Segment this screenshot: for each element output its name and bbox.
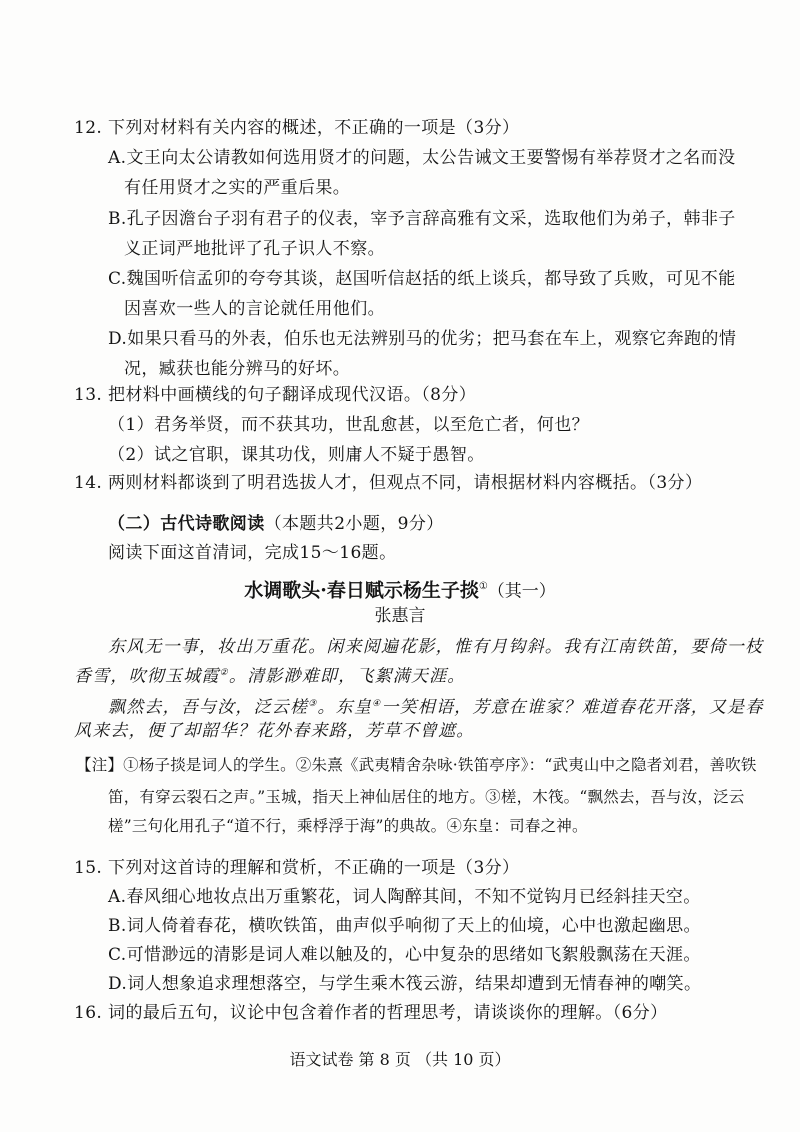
q12-option-a-line1: A.文王向太公请教如何选用贤才的问题，太公告诫文王要警惕有举荐贤才之名而没: [108, 148, 736, 168]
section-heading-title: （二）古代诗歌阅读: [108, 514, 265, 534]
q14-stem: 14. 两则材料都谈到了明君选拔人才，但观点不同，请根据材料内容概括。（3分）: [74, 473, 703, 493]
q15-option-a: A.春风细心地妆点出万重繁花，词人陶醉其间，不知不觉钩月已经斜挂天空。: [108, 887, 701, 907]
poem-line-2: [74, 662, 466, 688]
poem-footnote-2: ②: [219, 668, 229, 678]
poem-line-3: [108, 693, 764, 719]
q15-option-b: B.词人倚着春花，横吹铁笛，曲声似乎响彻了天上的仙境，心中也激起幽思。: [108, 916, 701, 936]
poem-line-3-b: 。东皇: [317, 697, 373, 718]
section-heading: [108, 513, 444, 535]
q13-stem: 13. 把材料中画横线的句子翻译成现代汉语。（8分）: [74, 385, 477, 405]
poem-author: 张惠言: [374, 606, 426, 626]
q12-option-c-line1: C.魏国听信孟卯的夸夸其谈，赵国听信赵括的纸上谈兵，都导致了兵败，可见不能: [108, 269, 736, 289]
q12-stem: 12. 下列对材料有关内容的概述，不正确的一项是（3分）: [74, 118, 520, 138]
q12-option-d-line1: D.如果只看马的外表，伯乐也无法辨别马的优劣；把马套在车上，观察它奔跑的情: [108, 329, 737, 349]
poem-title-footnote: ①: [478, 581, 488, 592]
poem-footnote-3: ③: [308, 699, 318, 709]
notes-line-3: 槎”三句化用孔子“道不行，乘桴浮于海”的典故。④东皇：司春之神。: [108, 817, 588, 835]
poem-line-2-b: 。清影渺难即，飞絮满天涯。: [228, 666, 466, 687]
poem-title-suffix: （其一）: [487, 581, 556, 602]
q13-sentence-2: （2）试之官职，课其功伐，则庸人不疑于愚智。: [108, 445, 485, 465]
q15-option-c: C.可惜渺远的清影是词人难以触及的，心中复杂的思绪如飞絮般飘荡在天涯。: [108, 945, 701, 965]
poem-footnote-4: ④: [372, 699, 382, 709]
q12-option-d-line2: 况，臧获也能分辨马的好坏。: [124, 359, 351, 379]
q12-option-a-line2: 有任用贤才之实的严重后果。: [124, 178, 351, 198]
poem-title-text: 水调歌头·春日赋示杨生子掞: [244, 579, 479, 602]
q12-option-b-line2: 义正词严地批评了孔子识人不察。: [124, 239, 385, 259]
page-footer: 语文试卷 第 8 页 （共 10 页）: [289, 1050, 511, 1069]
q15-stem: 15. 下列对这首诗的理解和赏析，不正确的一项是（3分）: [74, 858, 520, 878]
q12-option-b-line1: B.孔子因澹台子羽有君子的仪表，宰予言辞高雅有文采，选取他们为弟子，韩非子: [108, 209, 736, 229]
poem-line-2-a: 香雪，吹彻玉城霞: [74, 666, 220, 687]
q16-stem: 16. 词的最后五句，议论中包含着作者的哲理思考，请谈谈你的理解。（6分）: [74, 1003, 668, 1023]
q15-option-d: D.词人想象追求理想落空，与学生乘木筏云游，结果却遭到无情春神的嘲笑。: [108, 974, 702, 994]
poem-title: [0, 574, 800, 604]
poem-line-3-a: 飘然去，吾与汝，泛云槎: [108, 697, 309, 718]
notes-line-2: 笛，有穿云裂石之声。”玉城，指天上神仙居住的地方。③槎，木筏。“飘然去，吾与汝，泛云: [108, 788, 745, 806]
poem-line-1: 东风无一事，妆出万重花。闲来阅遍花影，惟有月钩斜。我有江南铁笛，要倚一枝: [108, 637, 764, 657]
notes-line-1: 【注】①杨子掞是词人的学生。②朱熹《武夷精舍杂咏·铁笛亭序》：“武夷山中之隐者刘君，善吹铁: [76, 756, 757, 774]
section-instruction: 阅读下面这首清词，完成15～16题。: [108, 543, 397, 563]
q13-sentence-1: （1）君务举贤，而不获其功，世乱愈甚，以至危亡者，何也？: [108, 415, 590, 435]
section-heading-note: （本题共2小题，9分）: [264, 514, 444, 534]
poem-line-4: 风来去，便了却韶华？花外春来路，芳草不曾遮。: [74, 721, 475, 741]
poem-line-3-c: 一笑相语，芳意在谁家？难道春花开落，又是春: [381, 697, 764, 718]
q12-option-c-line2: 因喜欢一些人的言论就任用他们。: [124, 299, 385, 319]
